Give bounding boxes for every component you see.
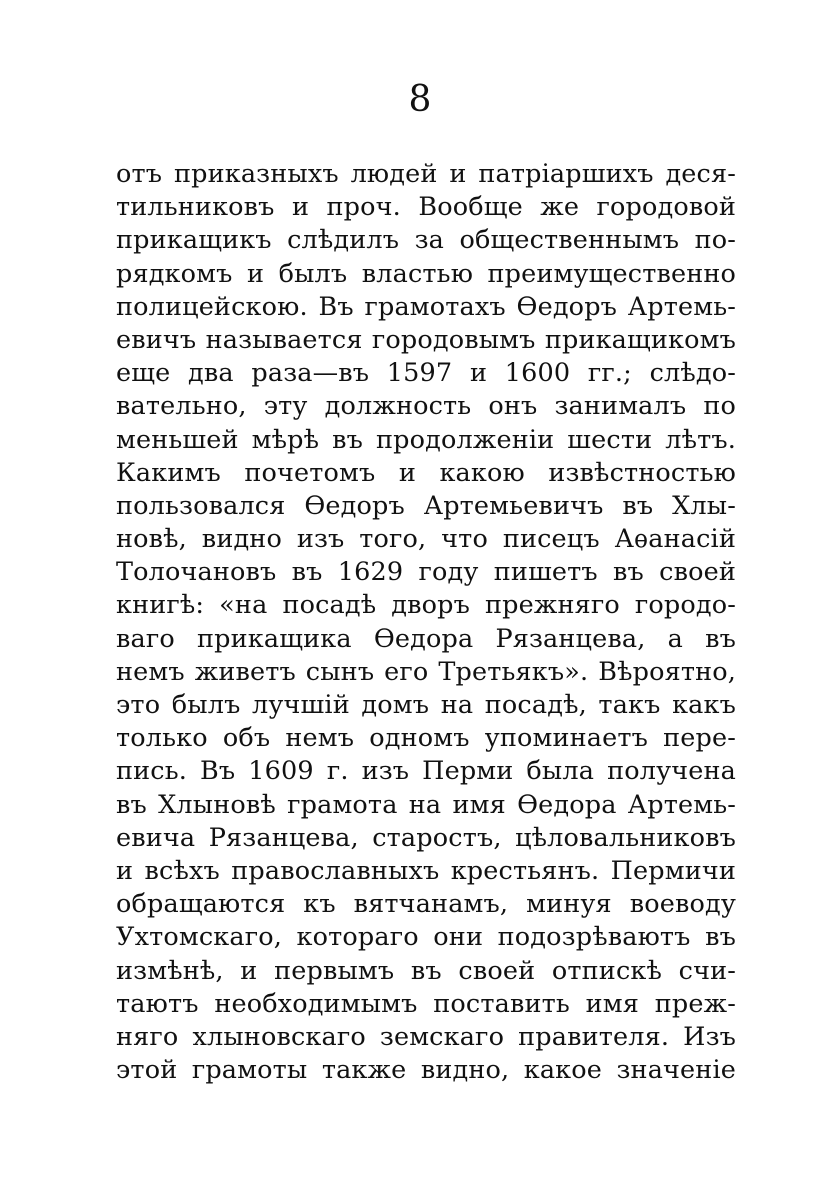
text-line: тильниковъ и проч. Вообще же городовой — [116, 192, 736, 223]
text-line: книгѣ: «на посадѣ дворъ прежняго городо- — [116, 590, 736, 621]
text-line: евичъ называется городовымъ прикащикомъ — [116, 324, 736, 355]
text-line: немъ живетъ сынъ его Третьякъ». Вѣроятно, — [116, 656, 736, 687]
text-line: рядкомъ и былъ властью преимущественно — [116, 258, 736, 289]
body-text — [116, 158, 736, 1087]
text-line: няго хлыновскаго земскаго правителя. Изъ — [116, 1021, 736, 1052]
text-line: отъ приказныхъ людей и патріаршихъ деся- — [116, 159, 736, 189]
text-line: только объ немъ одномъ упоминаетъ пере- — [116, 723, 736, 754]
text-line: и всѣхъ православныхъ крестьянъ. Пермичи — [116, 855, 736, 886]
text-line: таютъ необходимымъ поставить имя преж- — [116, 988, 736, 1019]
text-line: этой грамоты также видно, какое значеніе — [116, 1055, 736, 1086]
text-line: Ухтомскаго, котораго они подозрѣваютъ въ — [116, 922, 736, 953]
text-line: Толочановъ въ 1629 году пишетъ въ своей — [116, 557, 736, 588]
text-line: полицейскою. Въ грамотахъ Ѳедоръ Артемь- — [116, 291, 736, 322]
text-line: ваго прикащика Ѳедора Рязанцева, а въ — [116, 623, 736, 654]
text-line: евича Рязанцева, старостъ, цѣловальниковъ — [116, 822, 736, 853]
text-line: прикащикъ слѣдилъ за общественнымъ по- — [116, 225, 736, 256]
text-line: въ Хлыновѣ грамота на имя Ѳедора Артемь- — [116, 789, 736, 820]
text-line: пользовался Ѳедоръ Артемьевичъ въ Хлы- — [116, 490, 736, 521]
text-line: вательно, эту должность онъ занималъ по — [116, 391, 736, 422]
text-line: Какимъ почетомъ и какою извѣстностью — [116, 457, 736, 488]
text-line: еще два раза—въ 1597 и 1600 гг.; слѣдо- — [116, 358, 736, 389]
page-number: 8 — [408, 79, 432, 120]
text-line: измѣнѣ, и первымъ въ своей отпискѣ счи- — [116, 955, 736, 986]
text-line: это былъ лучшій домъ на посадѣ, такъ какъ — [116, 690, 736, 720]
text-line: пись. Въ 1609 г. изъ Перми была получена — [116, 756, 736, 787]
text-line: меньшей мѣрѣ въ продолженіи шести лѣтъ. — [116, 424, 736, 455]
text-line: обращаются къ вятчанамъ, минуя воеводу — [116, 889, 736, 920]
text-line: новѣ, видно изъ того, что писецъ Аѳанасій — [116, 524, 736, 555]
